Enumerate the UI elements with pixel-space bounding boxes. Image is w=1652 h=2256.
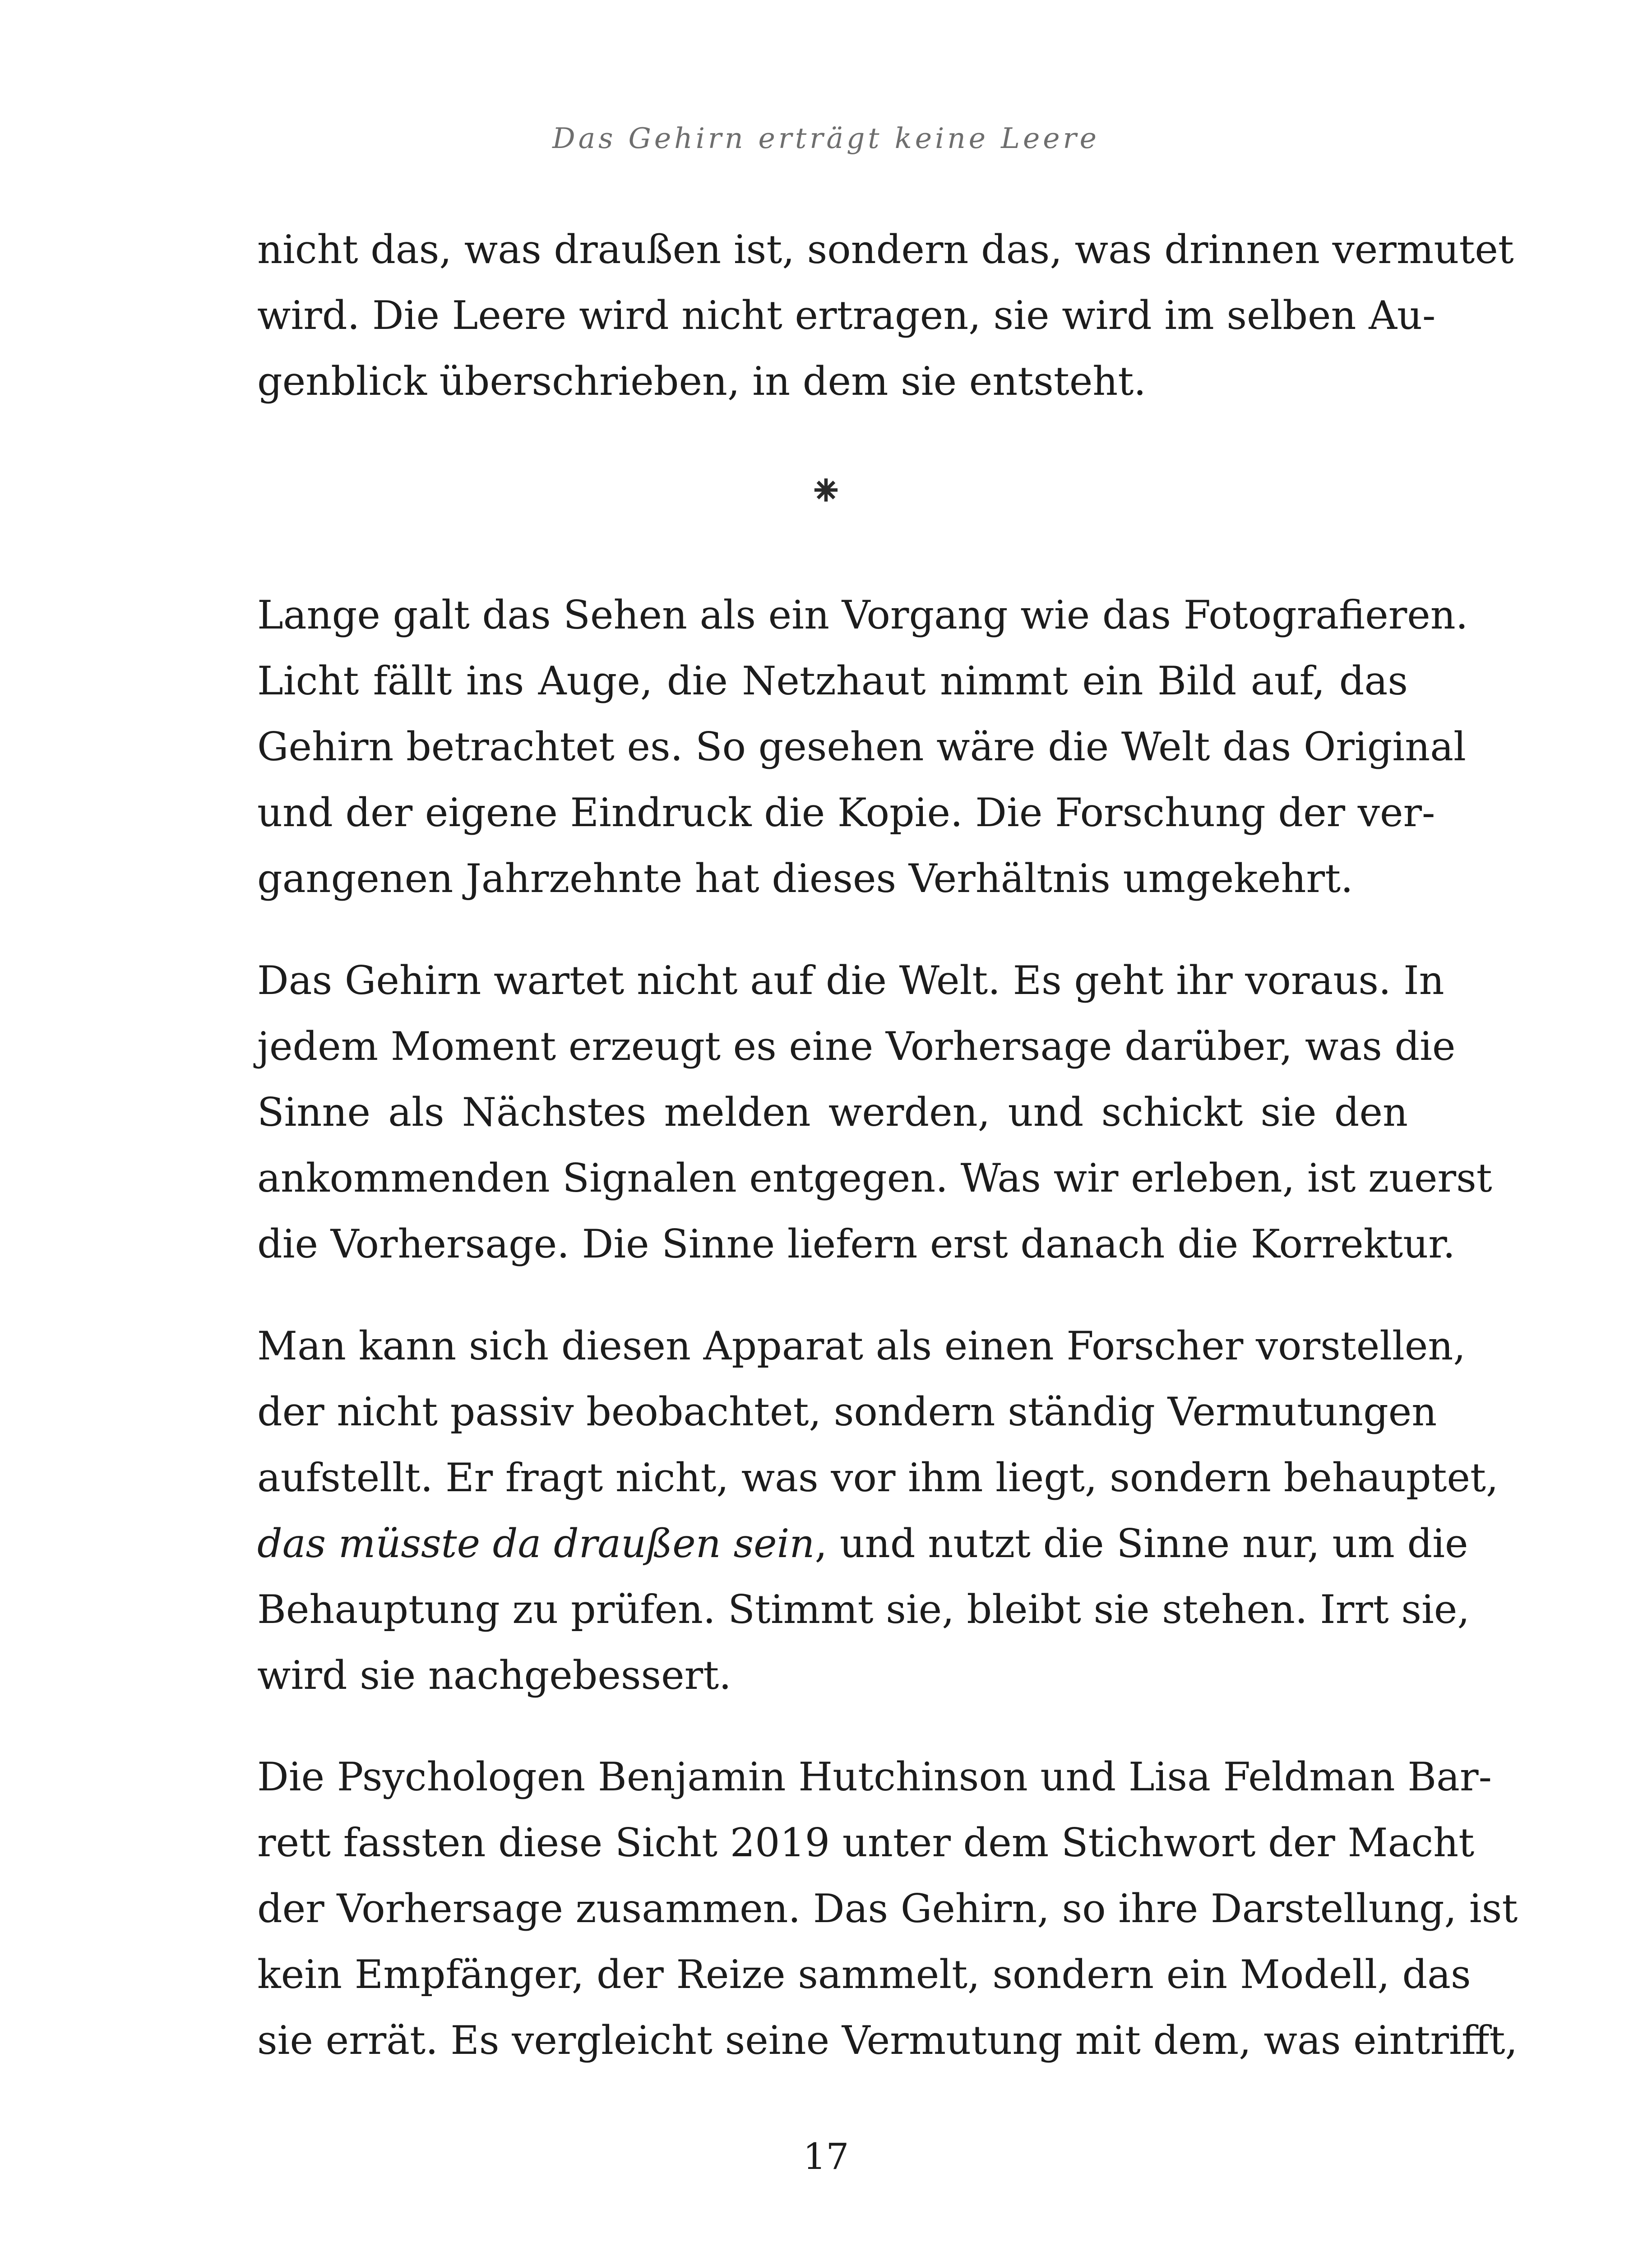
paragraph xyxy=(257,1313,1499,1708)
running-header: Das Gehirn erträgt keine Leere xyxy=(552,122,1100,155)
text-line: wird. Die Leere wird nicht ertragen, sie wird im selben Au- xyxy=(257,292,1436,338)
text-line: Man kann sich diesen Apparat als einen Forscher vorstellen, xyxy=(257,1323,1466,1369)
text-line: Behauptung zu prüfen. Stimmt sie, bleibt sie stehen. Irrt sie, xyxy=(257,1586,1470,1632)
paragraph xyxy=(257,1744,1518,2073)
emphasized-phrase: das müsste da draußen sein xyxy=(257,1521,815,1567)
text-line: Die Psychologen Benjamin Hutchinson und Lisa Feldman Bar- xyxy=(257,1754,1492,1800)
paragraph xyxy=(257,948,1492,1277)
section-divider-asterism: ⁕ xyxy=(808,466,844,516)
text-line: und der eigene Eindruck die Kopie. Die Forschung der ver- xyxy=(257,790,1435,836)
text-line: Gehirn betrachtet es. So gesehen wäre die Welt das Original xyxy=(257,724,1466,770)
text-line: nicht das, was draußen ist, sondern das, was drinnen vermutet xyxy=(257,227,1514,273)
text-line: wird sie nachgebessert. xyxy=(257,1652,731,1698)
text-line: kein Empfänger, der Reize sammelt, sondern ein Modell, das xyxy=(257,1951,1471,1997)
page-number: 17 xyxy=(803,2136,849,2177)
text-line: Lange galt das Sehen als ein Vorgang wie das Fotografieren. xyxy=(257,592,1468,638)
text-line: gangenen Jahrzehnte hat dieses Verhältnis umgekehrt. xyxy=(257,855,1353,901)
text-line: rett fassten diese Sicht 2019 unter dem Stichwort der Macht xyxy=(257,1820,1475,1866)
text-line: jedem Moment erzeugt es eine Vorhersage darüber, was die xyxy=(257,1023,1456,1069)
text-line: der Vorhersage zusammen. Das Gehirn, so ihre Darstellung, ist xyxy=(257,1886,1518,1932)
text-line: ankommenden Signalen entgegen. Was wir erleben, ist zuerst xyxy=(257,1155,1492,1201)
text-line: die Vorhersage. Die Sinne liefern erst danach die Korrektur. xyxy=(257,1221,1455,1267)
text-line: genblick überschrieben, in dem sie entsteht. xyxy=(257,358,1146,404)
text-line: Licht fällt ins Auge, die Netzhaut nimmt ein Bild auf, das xyxy=(257,658,1408,704)
text-line: sie errät. Es vergleicht seine Vermutung mit dem, was eintrifft, xyxy=(257,2017,1518,2063)
text-line: aufstellt. Er fragt nicht, was vor ihm liegt, sondern behauptet, xyxy=(257,1455,1499,1501)
text-line-with-emphasis xyxy=(257,1511,1468,1576)
text-line: der nicht passiv beobachtet, sondern ständig Vermutungen xyxy=(257,1389,1437,1435)
paragraph xyxy=(257,217,1514,414)
text-line: Das Gehirn wartet nicht auf die Welt. Es geht ihr voraus. In xyxy=(257,957,1444,1003)
paragraph xyxy=(257,582,1468,911)
text-fragment: , und nutzt die Sinne nur, um die xyxy=(814,1521,1468,1567)
text-line: Sinne als Nächstes melden werden, und schickt sie den xyxy=(257,1089,1408,1135)
